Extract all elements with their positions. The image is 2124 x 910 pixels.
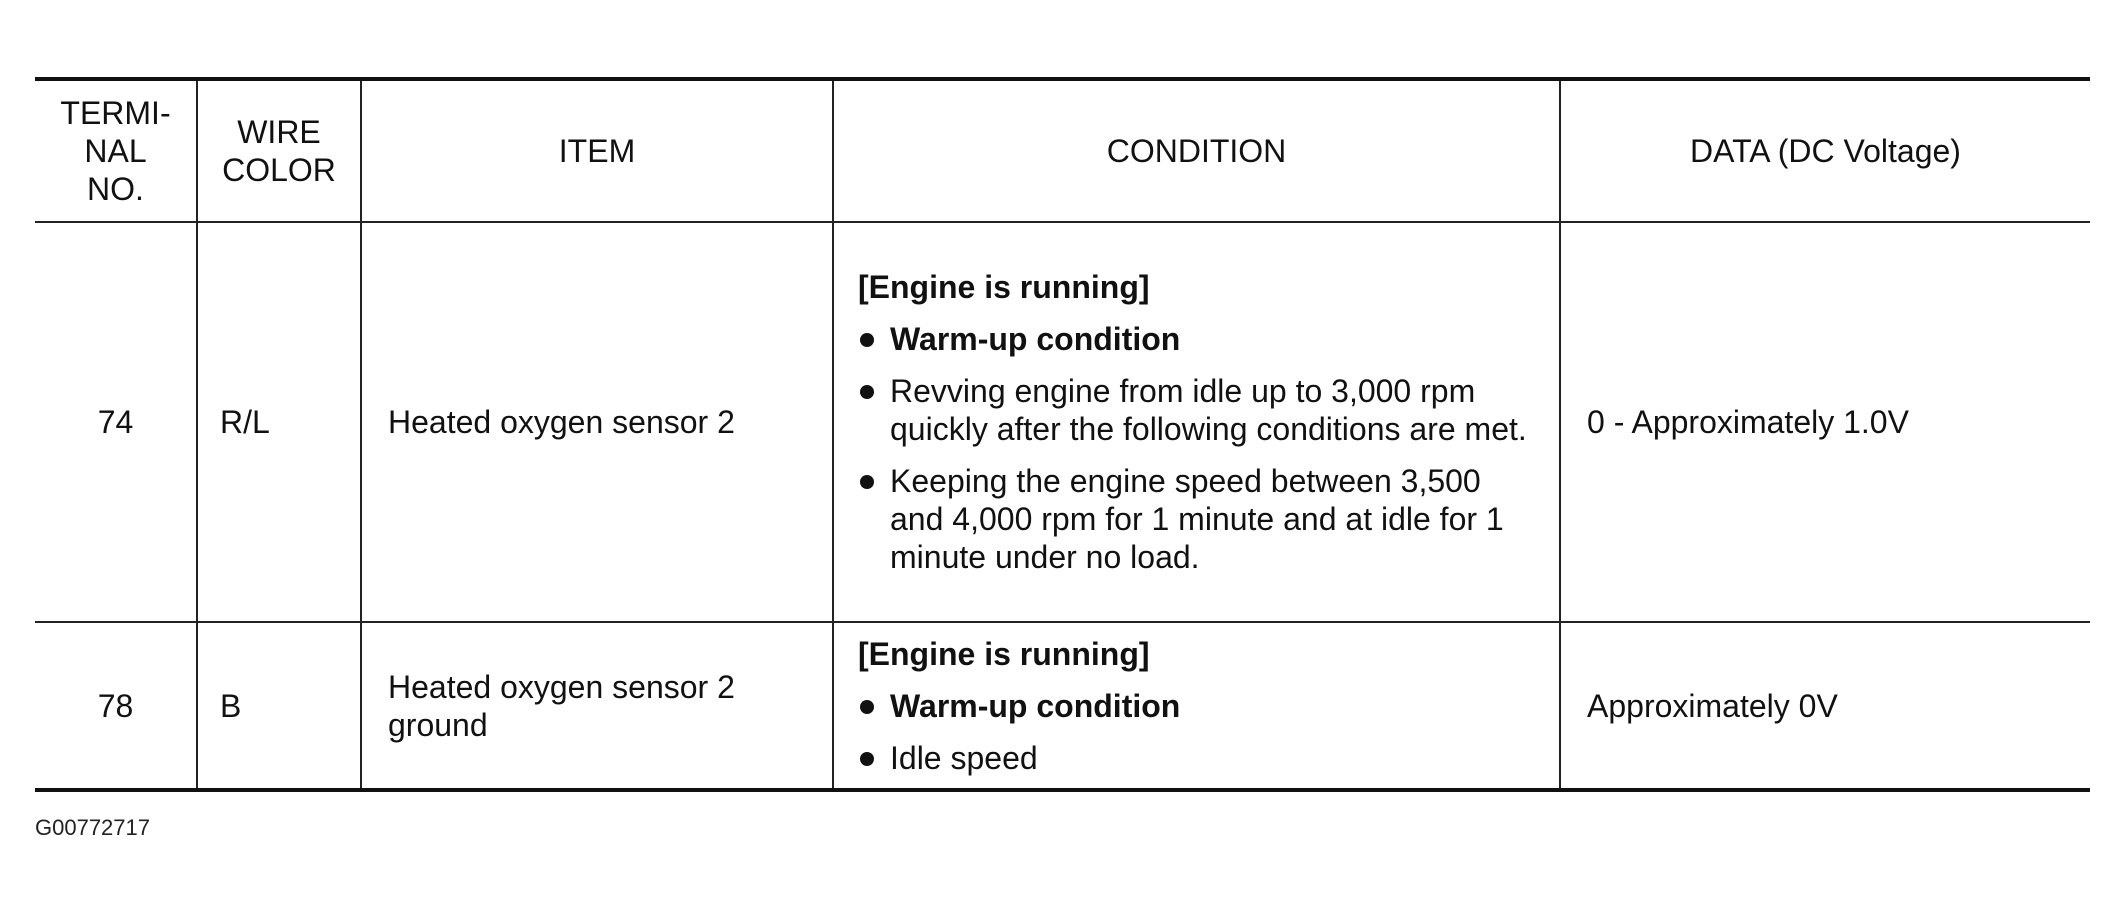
condition-text: Keeping the engine speed between 3,500 and 4,000 rpm for 1 minute and at idle for 1 minute under no load. [890,463,1504,575]
figure-id: G00772717 [35,815,150,840]
terminal-data-table [35,77,2090,792]
header-item: ITEM [361,79,833,222]
table-row [35,622,2090,790]
condition-item [858,739,1539,777]
terminal-number: 78 [35,622,197,790]
condition-text: Revving engine from idle up to 3,000 rpm quickly after the following conditions are met. [890,373,1527,447]
wire-color: B [197,622,361,790]
condition-cell [833,622,1560,790]
data-value: 0 - Approximately 1.0V [1560,222,2090,622]
condition-item [858,320,1539,358]
condition-text: Warm-up condition [890,687,1181,724]
item-name: Heated oxygen sensor 2 [361,222,833,622]
condition-list [858,687,1539,777]
condition-cell [833,222,1560,622]
header-wire-color: WIRE COLOR [197,79,361,222]
terminal-number: 74 [35,222,197,622]
bullet-icon [860,475,874,489]
condition-item [858,462,1539,576]
condition-heading: [Engine is running] [858,269,1150,305]
table-row [35,222,2090,622]
bullet-icon [860,700,874,714]
header-terminal-no: TERMI- NAL NO. [35,79,197,222]
bullet-icon [860,385,874,399]
header-condition: CONDITION [833,79,1560,222]
bullet-icon [860,752,874,766]
condition-item [858,687,1539,725]
condition-heading: [Engine is running] [858,635,1150,672]
condition-text: Warm-up condition [890,321,1181,357]
header-data: DATA (DC Voltage) [1560,79,2090,222]
item-name: Heated oxygen sensor 2 ground [361,622,833,790]
condition-text: Idle speed [890,739,1038,776]
condition-list [858,320,1539,576]
condition-item [858,372,1539,448]
wire-color: R/L [197,222,361,622]
table-header-row [35,79,2090,222]
data-value: Approximately 0V [1560,622,2090,790]
bullet-icon [860,333,874,347]
